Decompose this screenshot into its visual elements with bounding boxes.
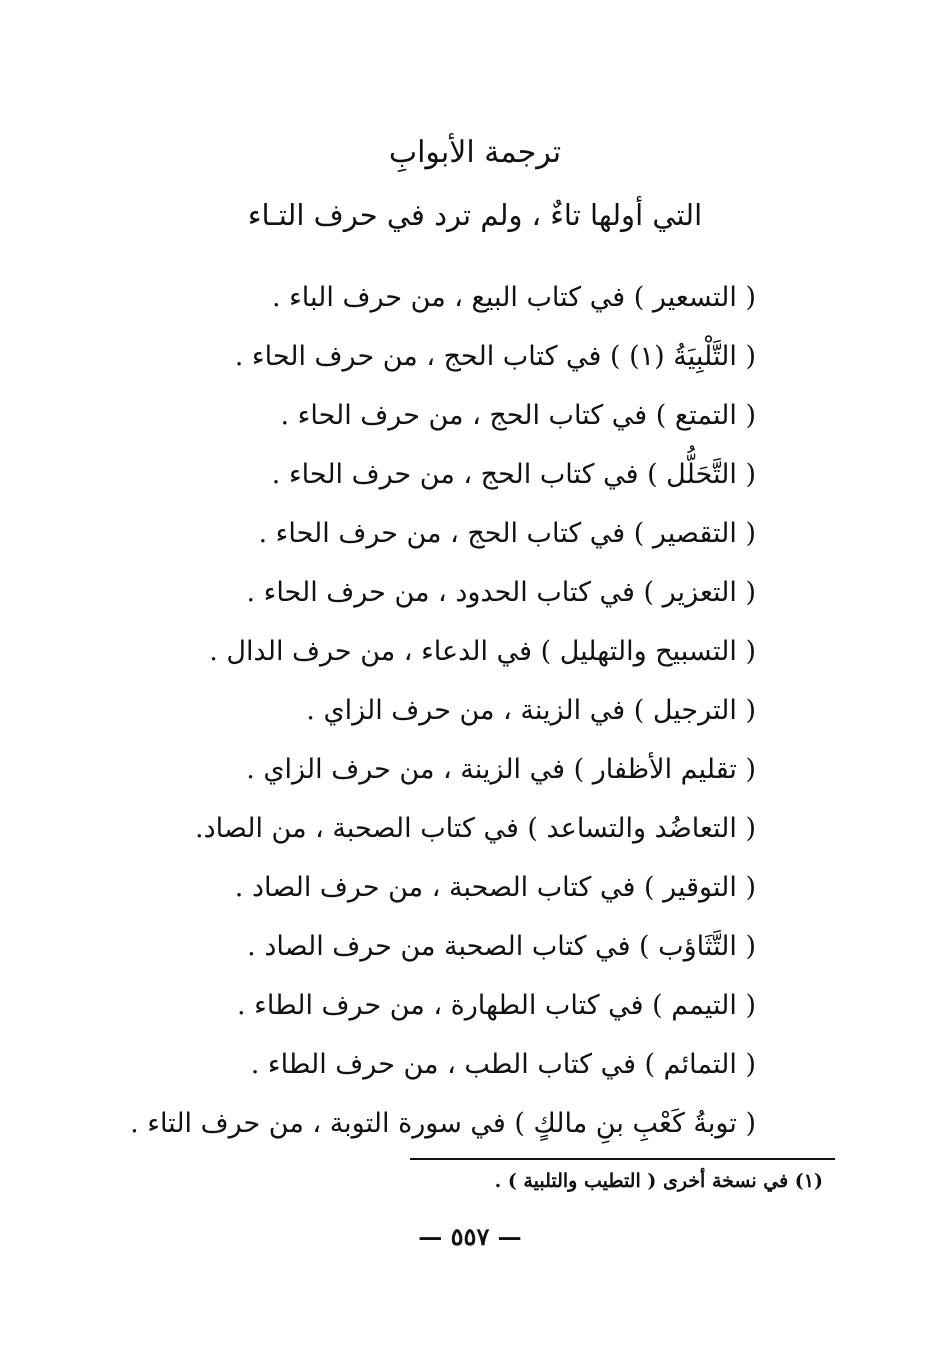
list-item: ( التقصير ) في كتاب الحج ، من حرف الحاء . xyxy=(258,518,756,549)
list-item: ( التعزير ) في كتاب الحدود ، من حرف الحاء . xyxy=(246,577,756,608)
page-number: — ٥٥٧ — xyxy=(418,1222,522,1251)
list-item: ( التيمم ) في كتاب الطهارة ، من حرف الطاء . xyxy=(237,990,756,1021)
list-item: ( التَّثَاؤب ) في كتاب الصحبة من حرف الصاد . xyxy=(247,931,756,962)
list-item: ( توبةُ كَعْبِ بنِ مالكٍ ) في سورة التوبة ، من حرف التاء . xyxy=(130,1108,756,1139)
list-item: ( التعاضُد والتساعد ) في كتاب الصحبة ، من الصاد. xyxy=(194,813,756,844)
footnote: (١) في نسخة أخرى ( التطيب والتلبية ) . xyxy=(494,1170,823,1192)
page-subtitle: التي أولها تاءٌ ، ولم ترد في حرف التـاء xyxy=(247,198,703,232)
list-item: ( التمتع ) في كتاب الحج ، من حرف الحاء . xyxy=(280,400,756,431)
page-title: ترجمة الأبوابِ xyxy=(388,135,562,170)
list-item: ( التَّلْبِيَةُ (١) ) في كتاب الحج ، من حرف الحاء . xyxy=(234,341,756,372)
footnote-divider xyxy=(410,1158,835,1160)
list-item: ( التسعير ) في كتاب البيع ، من حرف الباء . xyxy=(271,282,756,313)
list-item: ( التمائم ) في كتاب الطب ، من حرف الطاء . xyxy=(250,1049,756,1080)
list-item: ( تقليم الأظفار ) في الزينة ، من حرف الزاي . xyxy=(246,754,756,785)
list-item: ( التَّحَلُّل ) في كتاب الحج ، من حرف الحاء . xyxy=(271,459,756,490)
list-item: ( التوقير ) في كتاب الصحبة ، من حرف الصاد . xyxy=(234,872,756,903)
list-item: ( التسبيح والتهليل ) في الدعاء ، من حرف الدال . xyxy=(209,636,756,667)
chapter-list xyxy=(130,268,756,1153)
list-item: ( الترجيل ) في الزينة ، من حرف الزاي . xyxy=(306,695,756,726)
